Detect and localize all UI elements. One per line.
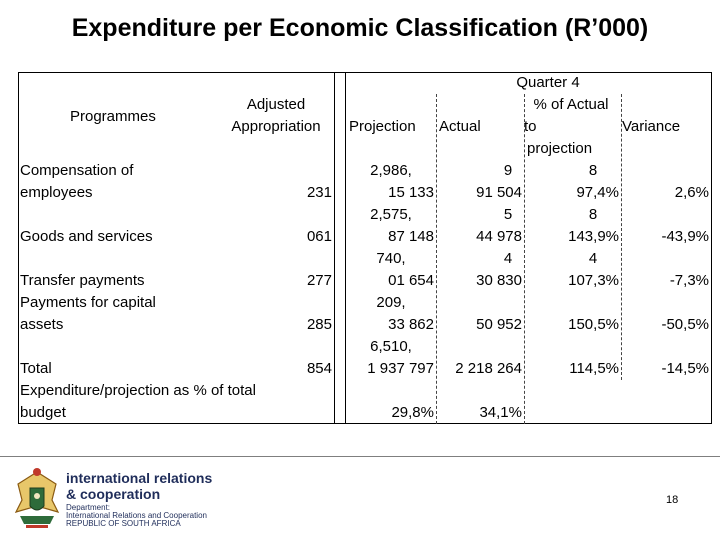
cell-projection: 33 862 xyxy=(388,316,434,333)
department-line: International Relations and Cooperation xyxy=(66,511,207,520)
cell-projection: 2,575, xyxy=(370,206,412,223)
row-label: Compensation of xyxy=(20,162,134,179)
expenditure-table xyxy=(18,72,712,424)
cell-actual: 50 952 xyxy=(476,316,522,333)
header-pct-line1: % of Actual xyxy=(533,96,609,113)
cell-actual: 5 xyxy=(503,206,513,223)
cell-projection: 01 654 xyxy=(388,272,434,289)
cell-adjusted: 854 xyxy=(306,360,332,377)
cell-variance: -50,5% xyxy=(661,316,709,333)
table-left-border xyxy=(18,72,19,424)
table-right-border xyxy=(711,72,712,424)
cell-actual: 9 xyxy=(503,162,513,179)
header-projection: Projection xyxy=(349,118,416,135)
department-line: Department: xyxy=(66,503,111,512)
cell-projection: 2,986, xyxy=(370,162,412,179)
row-label: Expenditure/projection as % of total xyxy=(20,382,256,399)
cell-variance: 2,6% xyxy=(674,184,709,201)
row-label: assets xyxy=(20,316,64,333)
org-name-line1: international relations xyxy=(66,470,213,486)
cell-percent: 8 xyxy=(588,206,598,223)
header-programmes: Programmes xyxy=(70,108,156,125)
row-label: Goods and services xyxy=(20,228,153,245)
cell-variance: -43,9% xyxy=(661,228,709,245)
cell-actual: 44 978 xyxy=(476,228,522,245)
header-pct-line2: to xyxy=(524,118,537,135)
header-adjusted-line1: Adjusted xyxy=(246,96,306,113)
cell-percent: 4 xyxy=(588,250,598,267)
cell-projection: 740, xyxy=(376,250,406,267)
cell-percent: 107,3% xyxy=(568,272,619,289)
cell-projection: 29,8% xyxy=(391,404,434,421)
col-divider-projection xyxy=(436,94,437,424)
cell-projection: 6,510, xyxy=(370,338,412,355)
row-label: Payments for capital xyxy=(20,294,156,311)
cell-projection: 209, xyxy=(376,294,406,311)
cell-projection: 15 133 xyxy=(388,184,434,201)
cell-adjusted: 285 xyxy=(306,316,332,333)
cell-projection: 87 148 xyxy=(388,228,434,245)
row-label: budget xyxy=(20,404,66,421)
row-label-total: Total xyxy=(20,360,52,377)
cell-actual: 4 xyxy=(503,250,513,267)
header-quarter: Quarter 4 xyxy=(516,74,580,91)
row-label: employees xyxy=(20,184,93,201)
page-title: Expenditure per Economic Classification (R’000) xyxy=(71,14,649,42)
coat-of-arms-icon xyxy=(10,466,64,530)
cell-percent: 143,9% xyxy=(568,228,619,245)
cell-adjusted: 231 xyxy=(306,184,332,201)
department-name xyxy=(66,504,207,528)
cell-variance: -14,5% xyxy=(661,360,709,377)
table-mid-border-right xyxy=(345,72,346,424)
cell-actual: 91 504 xyxy=(476,184,522,201)
cell-percent: 8 xyxy=(588,162,598,179)
header-variance: Variance xyxy=(622,118,681,135)
cell-percent: 114,5% xyxy=(569,360,619,377)
page-number: 18 xyxy=(666,494,679,506)
cell-actual: 2 218 264 xyxy=(455,360,522,377)
footer-divider xyxy=(0,456,720,457)
cell-adjusted: 061 xyxy=(306,228,332,245)
cell-projection: 1 937 797 xyxy=(367,360,434,377)
cell-adjusted: 277 xyxy=(306,272,332,289)
cell-actual: 30 830 xyxy=(476,272,522,289)
cell-percent: 97,4% xyxy=(576,184,619,201)
cell-actual: 34,1% xyxy=(479,404,522,421)
cell-percent: 150,5% xyxy=(568,316,619,333)
org-name-line2: & cooperation xyxy=(66,486,161,502)
header-pct-line3: projection xyxy=(527,140,593,157)
cell-variance: -7,3% xyxy=(669,272,709,289)
department-line: REPUBLIC OF SOUTH AFRICA xyxy=(66,519,181,528)
header-adjusted-line2: Appropriation xyxy=(231,118,321,135)
row-label: Transfer payments xyxy=(20,272,145,289)
header-actual: Actual xyxy=(439,118,481,135)
